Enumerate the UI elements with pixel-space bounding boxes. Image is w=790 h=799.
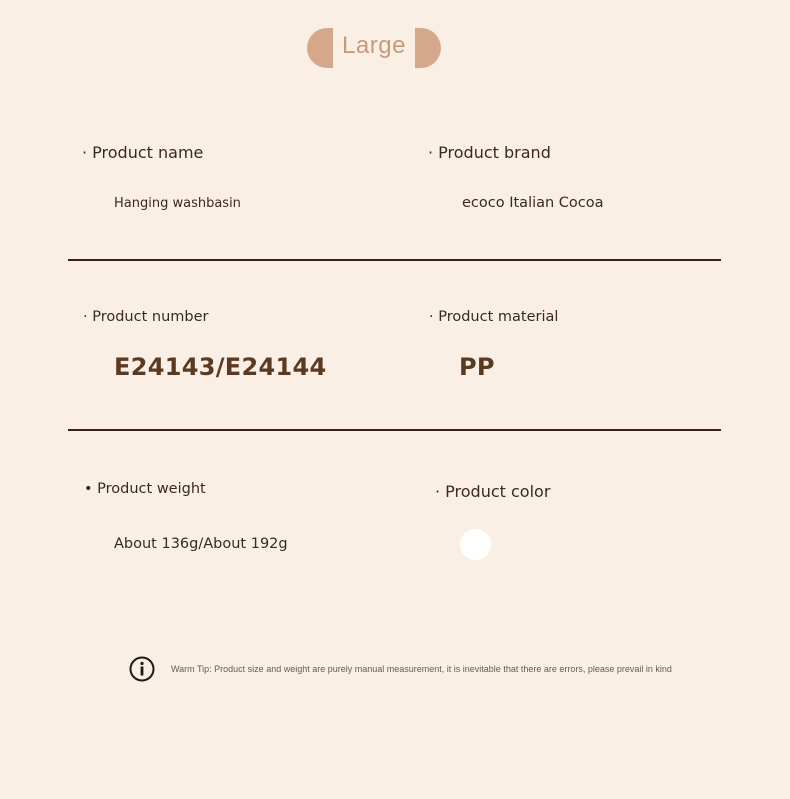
info-icon — [129, 656, 155, 682]
size-tag — [307, 28, 441, 68]
warm-tip: Warm Tip: Product size and weight are purely manual measurement, it is inevitable that there are errors, please prevail in kind — [171, 664, 672, 674]
product-color-label: · Product color — [435, 482, 551, 501]
product-material-value: PP — [459, 353, 495, 381]
product-material-label: · Product material — [429, 309, 559, 325]
tag-right-half — [415, 28, 441, 68]
divider-2 — [68, 429, 721, 431]
product-brand-label: · Product brand — [428, 143, 551, 162]
divider-1 — [68, 259, 721, 261]
product-number-value: E24143/E24144 — [114, 353, 327, 381]
product-brand-value: ecoco Italian Cocoa — [462, 195, 604, 211]
tag-left-half — [307, 28, 333, 68]
product-weight-value: About 136g/About 192g — [114, 536, 288, 552]
product-name-value: Hanging washbasin — [114, 196, 241, 211]
product-name-label: · Product name — [82, 143, 204, 162]
product-number-label: · Product number — [83, 309, 209, 325]
product-weight-label: • Product weight — [84, 481, 206, 497]
color-swatch — [460, 529, 491, 560]
size-label: Large — [342, 32, 406, 59]
